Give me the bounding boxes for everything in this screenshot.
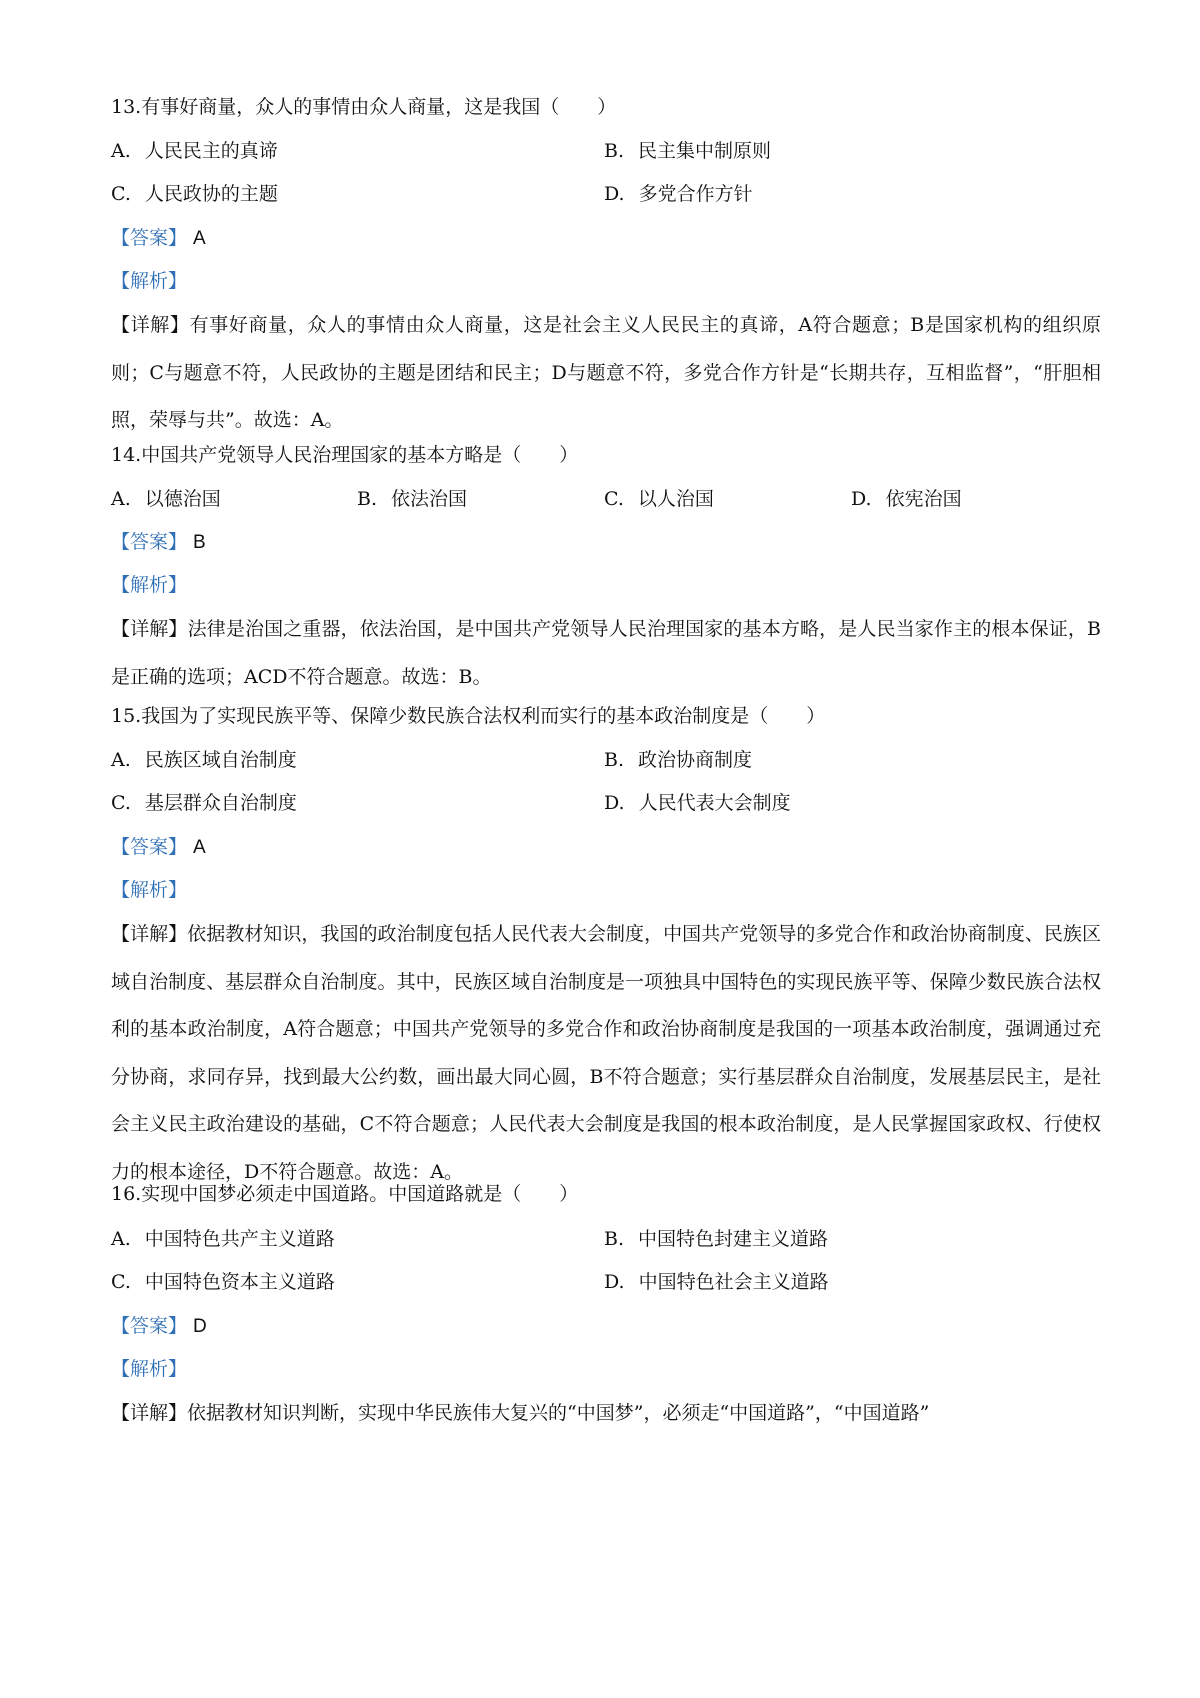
question-16-options-row2 [111,1268,1101,1296]
question-14-options [111,485,1101,513]
detail-text: 有事好商量，众人的事情由众人商量，这是社会主义人民民主的真谛，A符合题意；B是国家机构的组织原则；C与题意不符，人民政协的主题是团结和民主；D与题意不符，多党合作方针是“长期共存，互相监督”，“肝胆相照，荣辱与共”。故选：A。 [111,314,1101,431]
detail-tag: 【详解】 [111,314,190,336]
option-c: C. 基层群众自治制度 [111,792,297,814]
detail-tag: 【详解】 [111,923,188,945]
option-a: A. 民族区域自治制度 [111,749,297,771]
option-d: D. 中国特色社会主义道路 [604,1271,829,1293]
analysis-tag: 【解析】 [111,574,188,596]
option-c: C. 中国特色资本主义道路 [111,1271,335,1293]
answer-line [111,528,1101,557]
answer-value: A [193,837,206,858]
answer-line [111,224,1101,253]
question-15-stem: 15.我国为了实现民族平等、保障少数民族合法权利而实行的基本政治制度是（ ） [111,705,826,727]
option-d: D. 人民代表大会制度 [604,792,791,814]
detail-paragraph [111,606,1101,701]
option-b: B. 民主集中制原则 [604,140,772,162]
option-a: A. 以德治国 [111,488,221,510]
analysis-tag: 【解析】 [111,1358,188,1380]
option-a: A. 中国特色共产主义道路 [111,1228,335,1250]
answer-value: A [193,228,206,249]
analysis-tag: 【解析】 [111,879,188,901]
option-d: D. 多党合作方针 [604,183,753,205]
option-c: C. 人民政协的主题 [111,183,278,205]
option-d: D. 依宪治国 [851,488,962,510]
detail-tag: 【详解】 [111,618,188,640]
question-15-options [111,746,1101,774]
detail-tag: 【详解】 [111,1402,188,1424]
answer-value: D [193,1316,207,1337]
question-13-options-row2 [111,180,1101,208]
option-a: A. 人民民主的真谛 [111,140,278,162]
detail-text: 法律是治国之重器，依法治国，是中国共产党领导人民治理国家的基本方略，是人民当家作主的根本保证，B是正确的选项；ACD不符合题意。故选：B。 [111,618,1101,688]
answer-tag: 【答案】 [111,531,188,553]
analysis-tag: 【解析】 [111,270,188,292]
question-13-options [111,137,1101,165]
question-14-stem: 14.中国共产党领导人民治理国家的基本方略是（ ） [111,444,579,466]
question-15-options-row2 [111,789,1101,817]
option-b: B. 依法治国 [357,488,468,510]
option-b: B. 中国特色封建主义道路 [604,1228,829,1250]
detail-paragraph [111,1390,1101,1438]
detail-text: 依据教材知识判断，实现中华民族伟大复兴的“中国梦”，必须走“中国道路”，“中国道路” [187,1402,930,1424]
detail-text: 依据教材知识，我国的政治制度包括人民代表大会制度，中国共产党领导的多党合作和政治协商制度、民族区域自治制度、基层群众自治制度。其中，民族区域自治制度是一项独具中国特色的实现民族平等、保障少数民族合法权利的基本政治制度，A符合题意；中国共产党领导的多党合作和政治协商制度是我国的一项基本政治制度，强调通过充分协商，求同存异，找到最大公约数，画出最大同心圆，B不符合题意；实行基层群众自治制度，发展基层民主，是社会主义民主政治建设的基础，C不符合题意；人民代表大会制度是我国的根本政治制度，是人民掌握国家政权、行使权力的根本途径，D不符合题意。故选：A。 [111,923,1101,1183]
option-b: B. 政治协商制度 [604,749,753,771]
answer-tag: 【答案】 [111,1315,188,1337]
answer-tag: 【答案】 [111,836,188,858]
question-16-stem: 16.实现中国梦必须走中国道路。中国道路就是（ ） [111,1183,579,1205]
option-c: C. 以人治国 [604,488,714,510]
question-13-stem: 13.有事好商量，众人的事情由众人商量，这是我国（ ） [111,96,617,118]
answer-line [111,1312,1101,1341]
answer-value: B [193,532,206,553]
detail-paragraph [111,302,1101,445]
detail-paragraph [111,911,1101,1196]
question-16-options [111,1225,1101,1253]
answer-tag: 【答案】 [111,227,188,249]
answer-line [111,833,1101,862]
